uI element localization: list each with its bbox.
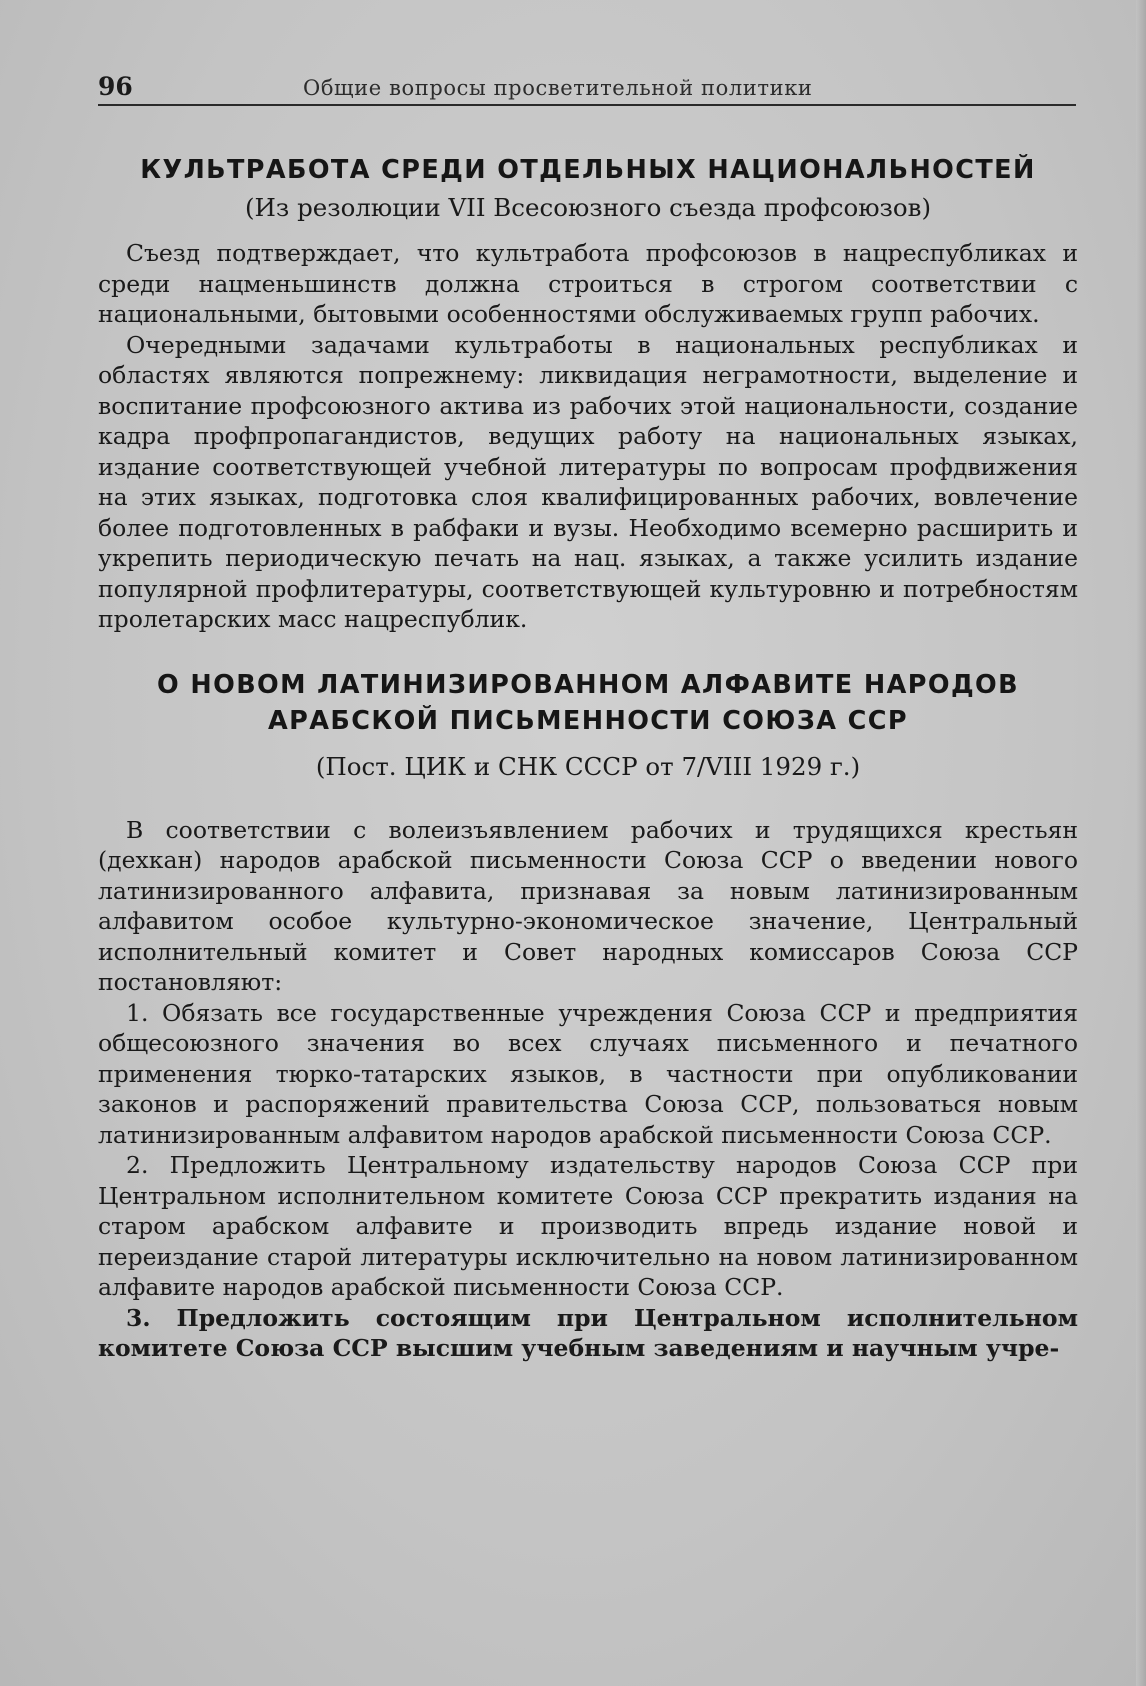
page-number: 96: [98, 72, 133, 101]
section2-subtitle: (Пост. ЦИК и СНК СССР от 7/VIII 1929 г.): [315, 751, 861, 781]
running-head: Общие вопросы просветительной политики: [303, 76, 813, 100]
section2-paragraph-item-3: 3. Предложить состоящим при Центральном исполнительном комитете Союза ССР высшим учебным заведениям и научным учре-: [98, 1303, 1078, 1362]
section1-title: КУЛЬТРАБОТА СРЕДИ ОТДЕЛЬНЫХ НАЦИОНАЛЬНОСТЕЙ: [140, 155, 1036, 185]
section1-paragraph-1: Съезд подтверждает, что культработа профсоюзов в нацреспубликах и среди нацменьшинств должна строиться в строгом соответствии с национальными, бытовыми особенностями обслуживаемых групп рабочих.: [98, 239, 1078, 328]
page-content: [98, 152, 1078, 1364]
section2-paragraph-intro: В соответствии с волеизъявлением рабочих и трудящихся крестьян (дехкан) народов арабской письменности Союза ССР о введении нового латинизированного алфавита, признавая за новым латинизированным алфавитом особое культурно-экономическое значение, Центральный исполнительный комитет и Совет народных комиссаров Союза ССР постановляют:: [98, 815, 1078, 996]
section1-subtitle: (Из резолюции VII Всесоюзного съезда профсоюзов): [245, 193, 931, 222]
section2-title: О НОВОМ ЛАТИНИЗИРОВАННОМ АЛФАВИТЕ НАРОДОВ АРАБСКОЙ ПИСЬМЕННОСТИ СОЮЗА ССР: [157, 669, 1019, 736]
page-edge: [1136, 0, 1146, 1686]
section2-paragraph-item-2: 2. Предложить Центральному издательству народов Союза ССР при Центральном исполнительном комитете Союза ССР прекратить издания на старом арабском алфавите и производить впредь издание новой и переиздание старой литературы исключительно на новом латинизированном алфавите народов арабской письменности Союза ССР.: [98, 1151, 1078, 1301]
page-header: [98, 70, 1076, 106]
section2-paragraph-item-1: 1. Обязать все государственные учреждения Союза ССР и предприятия общесоюзного значения во всех случаях письменного и печатного применения тюрко-татарских языков, в частности при опубликовании законов и распоряжений правительства Союза ССР, пользоваться новым латинизированным алфавитом народов арабской письменности Союза ССР.: [98, 998, 1078, 1149]
section1-paragraph-2: Очередными задачами культработы в национальных республиках и областях являются попрежнему: ликвидация неграмотности, выделение и воспитание профсоюзного актива из рабочих этой национальности, создание кадра профпропагандистов, ведущих работу на национальных языках, издание соответствующей учебной литературы по вопросам профдвижения на этих языках, подготовка слоя квалифицированных рабочих, вовлечение более подготовленных в рабфаки и вузы. Необходимо всемерно расширить и укрепить периодическую печать на нац. языках, а также усилить издание популярной профлитературы, соответствующей культуровню и потребностям пролетарских масс нацреспублик.: [98, 330, 1078, 633]
